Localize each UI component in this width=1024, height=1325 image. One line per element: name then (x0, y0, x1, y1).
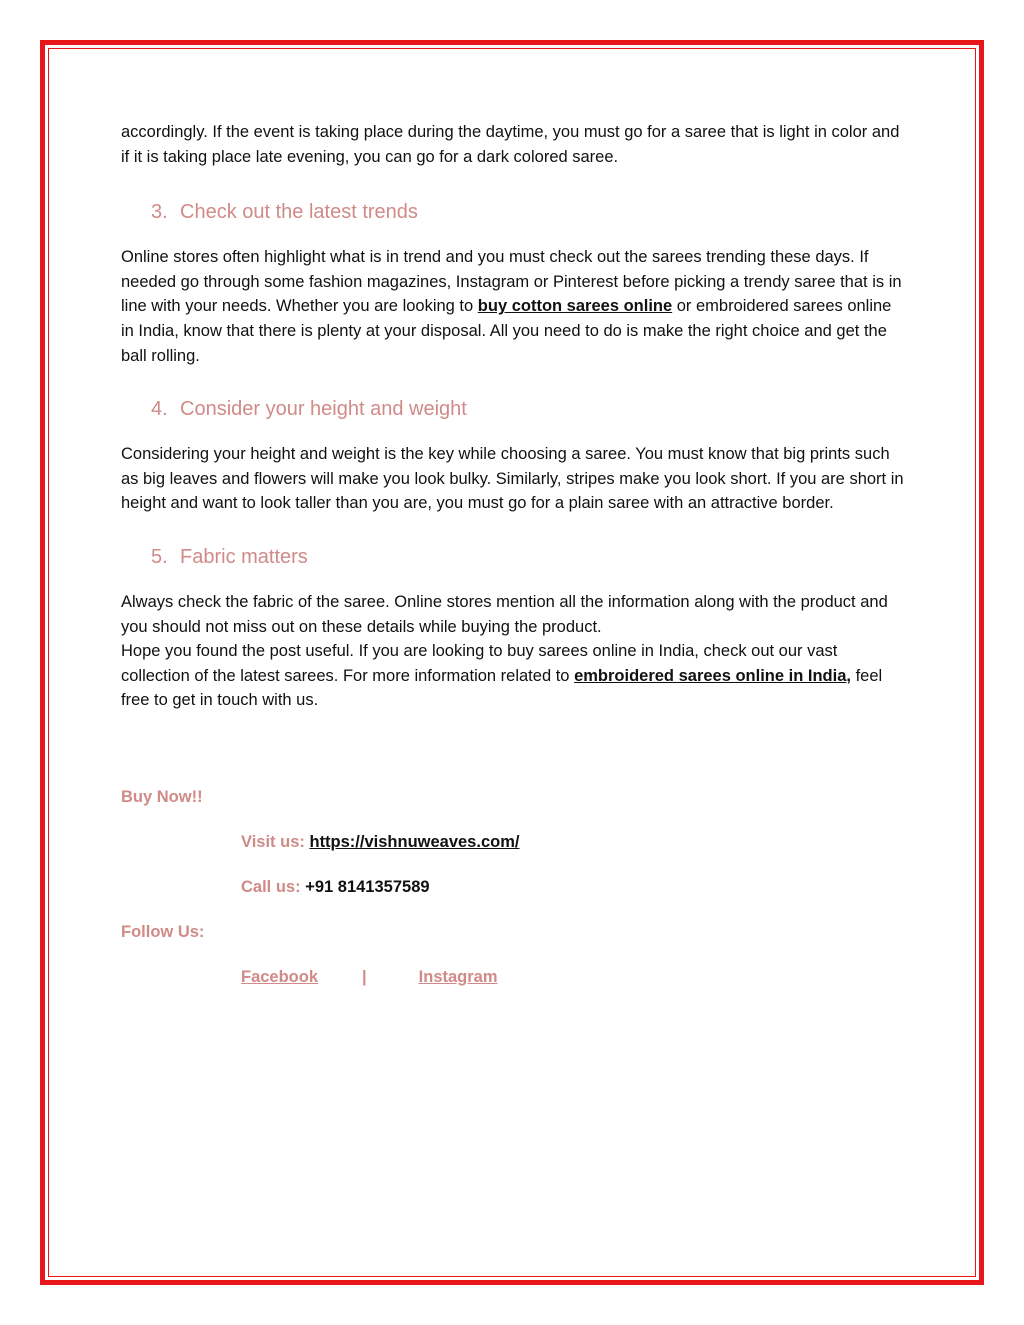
social-links (121, 965, 906, 989)
fabric-paragraph: Always check the fabric of the saree. Online stores mention all the information along with the product and you should not miss out on these details while buying the product. (121, 592, 888, 636)
embroidered-sarees-link[interactable]: embroidered sarees online in India (574, 666, 847, 685)
visit-us-line (121, 830, 906, 854)
section-title: Check out the latest trends (180, 201, 418, 224)
website-link[interactable]: https://vishnuweaves.com/ (309, 832, 520, 851)
buy-cotton-sarees-link[interactable]: buy cotton sarees online (477, 297, 673, 316)
closing-paragraph (121, 639, 906, 713)
closing-text-start: Hope you found the post useful. If you are looking to buy sarees online in India, check out our vast collection of the latest sarees. For more information related to (121, 642, 838, 685)
section-number: 5. (151, 545, 168, 568)
trends-paragraph (121, 245, 906, 368)
section-title: Consider your height and weight (180, 398, 467, 421)
phone-number: +91 8141357589 (305, 877, 430, 896)
height-weight-paragraph: Considering your height and weight is the key while choosing a saree. You must know that big prints such as big leaves and flowers will make you look bulky. Similarly, stripes make you look short. If you are short in height and want to look taller than you are, you must go for a plain saree with an attractive border. (121, 445, 904, 513)
social-separator: | (362, 967, 367, 986)
section-heading-fabric (121, 543, 906, 571)
call-us-line (121, 875, 906, 899)
section-number: 3. (151, 201, 168, 224)
buy-now-label: Buy Now!! (121, 787, 203, 806)
facebook-link[interactable]: Facebook (241, 967, 319, 986)
trends-text-end: or embroidered sarees online in India, know that there is plenty at your disposal. All you need to do is make the right choice and get the ball rolling. (121, 297, 892, 365)
closing-link-comma: , (846, 666, 851, 685)
closing-text-end: feel free to get in touch with us. (121, 666, 883, 710)
trends-text-start: Online stores often highlight what is in trend and you must check out the sarees trending these days. If needed go through some fashion magazines, Instagram or Pinterest before picking a trendy saree that is in line with your needs. Whether you are looking to (121, 248, 902, 316)
section-heading-trends (121, 198, 906, 226)
instagram-link[interactable]: Instagram (418, 967, 498, 986)
document-content (121, 120, 906, 989)
section-heading-height-weight (121, 395, 906, 423)
section-number: 4. (151, 398, 168, 421)
intro-paragraph: accordingly. If the event is taking place during the daytime, you must go for a saree that is light in color and if it is taking place late evening, you can go for a dark colored saree. (121, 123, 900, 166)
visit-us-label: Visit us: (241, 832, 305, 851)
follow-us-label: Follow Us: (121, 922, 205, 941)
section-title: Fabric matters (180, 545, 308, 568)
call-us-label: Call us: (241, 877, 301, 896)
